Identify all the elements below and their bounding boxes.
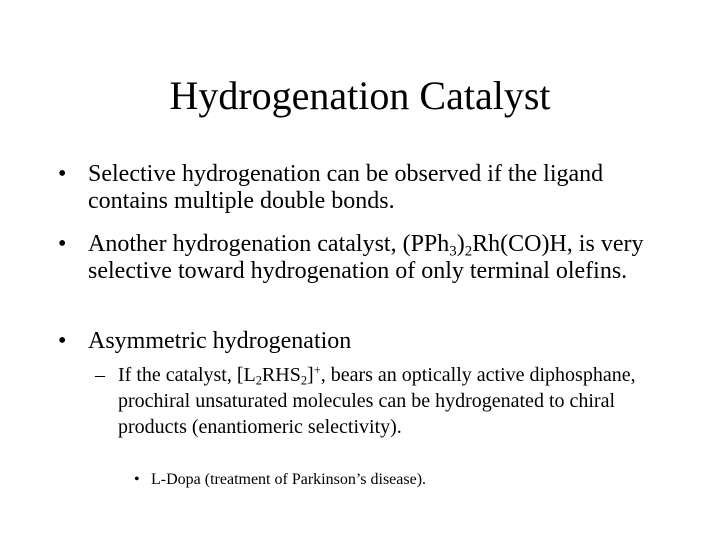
subscript: 2 — [255, 373, 262, 388]
bullet-asymmetric-hydrogenation: Asymmetric hydrogenation — [88, 328, 352, 354]
subscript: 3 — [449, 243, 457, 260]
bullet-selective-hydrogenation: Selective hydrogenation can be observed if the ligand contains multiple double bonds. — [88, 161, 604, 214]
sub-bullet-text: If the catalyst, [L — [118, 364, 256, 386]
superscript: + — [313, 363, 321, 378]
subscript: 2 — [464, 243, 473, 260]
bullet-marker: • — [58, 231, 67, 257]
sub-sub-bullet-marker: • — [134, 471, 140, 488]
bullet-text: Rh(CO)H, is very selective toward hydrogenation of only terminal olefins. — [88, 231, 644, 284]
sub-bullet-marker: – — [95, 364, 105, 386]
bullet-marker: • — [58, 161, 67, 187]
sub-sub-bullet-l-dopa: L-Dopa (treatment of Parkinson’s disease). — [151, 471, 427, 488]
bullet-text: ) — [456, 231, 465, 257]
slide-title: Hydrogenation Catalyst — [169, 73, 551, 118]
bullet-another-catalyst — [88, 231, 688, 285]
subscript: 2 — [300, 373, 308, 388]
bullet-text: Another hydrogenation catalyst, (PPh — [88, 231, 450, 257]
sub-bullet-text: RHS — [261, 364, 301, 386]
sub-bullet-catalyst-diphosphane — [118, 362, 688, 440]
sub-bullet-text: ] — [307, 364, 314, 386]
sub-bullet-text: , bears an optically active diphosphane, prochiral unsaturated molecules can be hydrogenated to chiral products (enantiomeric selectivity). — [118, 364, 636, 438]
bullet-marker: • — [58, 328, 67, 354]
